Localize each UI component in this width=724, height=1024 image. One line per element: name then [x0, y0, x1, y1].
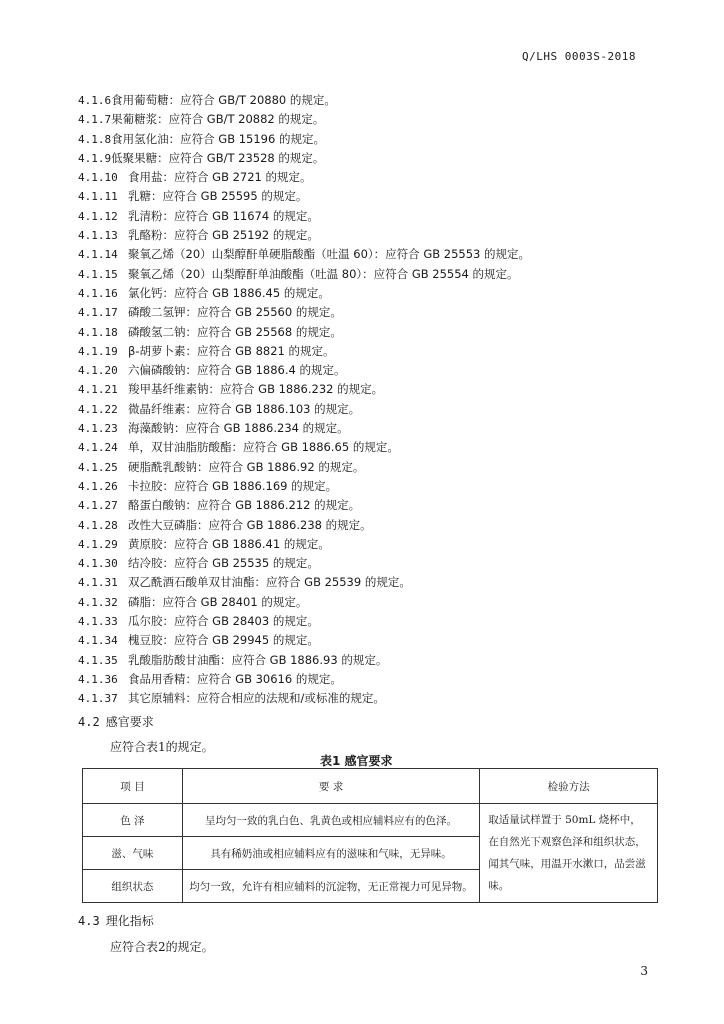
header-requirement: 要 求	[182, 769, 479, 804]
list-item	[78, 361, 678, 380]
list-item	[78, 380, 678, 399]
clause-number: 4.1.29	[78, 537, 118, 551]
list-item	[78, 207, 678, 226]
table-1-caption: 表1 感官要求	[320, 754, 393, 768]
clause-number: 4.1.9	[78, 151, 112, 165]
list-item	[78, 245, 678, 264]
list-item	[78, 226, 678, 245]
clause-text: 微晶纤维素：应符合 GB 1886.103 的规定。	[128, 401, 361, 416]
list-item	[78, 168, 678, 187]
table-row	[83, 804, 658, 837]
page-number: 3	[640, 964, 648, 978]
list-item	[78, 573, 678, 592]
clause-number: 4.1.10	[78, 171, 118, 185]
clause-text: 磷酸氢二钠：应符合 GB 25568 的规定。	[128, 324, 342, 339]
clause-text: 槐豆胶：应符合 GB 29945 的规定。	[128, 633, 319, 648]
row-item: 色 泽	[83, 804, 183, 837]
standard-code: Q/LHS 0003S-2018	[522, 50, 636, 63]
list-item	[78, 651, 678, 670]
clause-text: 聚氧乙烯（20）山梨醇酐单硬脂酸酯（吐温 60）：应符合 GB 25553 的规定。	[128, 247, 531, 262]
clause-number: 4.1.13	[78, 229, 118, 243]
list-item	[78, 303, 678, 322]
inspection-method: 取适量试样置于 50mL 烧杯中，在自然光下观察色泽和组织状态，闻其气味，用温开水漱口，品尝滋味。	[480, 804, 658, 903]
list-item	[78, 496, 678, 515]
sensory-requirements-table	[82, 768, 658, 903]
clause-number: 4.1.32	[78, 595, 118, 609]
clause-text: 其它原辅料：应符合相应的法规和/或标准的规定。	[128, 691, 385, 706]
list-item	[78, 284, 678, 303]
clause-text: 卡拉胶：应符合 GB 1886.169 的规定。	[128, 478, 338, 493]
list-item	[78, 535, 678, 554]
clause-number: 4.1.19	[78, 344, 118, 358]
clause-number: 4.1.23	[78, 422, 118, 436]
section-number: 4.3	[78, 914, 100, 928]
row-requirement: 呈均匀一致的乳白色、乳黄色或相应辅料应有的色泽。	[182, 804, 479, 837]
clause-number: 4.1.12	[78, 209, 118, 223]
clause-text: 食用葡萄糖：应符合 GB/T 20880 的规定。	[111, 93, 336, 107]
clause-number: 4.1.16	[78, 286, 118, 300]
row-requirement: 均匀一致，允许有相应辅料的沉淀物，无正常视力可见异物。	[182, 870, 479, 903]
clause-number: 4.1.7	[78, 113, 112, 127]
clause-number: 4.1.17	[78, 306, 118, 320]
row-requirement: 具有稀奶油或相应辅料应有的滋味和气味，无异味。	[182, 837, 479, 870]
clause-text: 酪蛋白酸钠：应符合 GB 1886.212 的规定。	[128, 498, 361, 513]
clause-number: 4.1.25	[78, 460, 118, 474]
clause-number: 4.1.8	[78, 132, 112, 146]
clause-text: 食用氢化油：应符合 GB 15196 的规定。	[111, 131, 325, 146]
section-4-2-heading	[78, 713, 154, 730]
clause-text: 结冷胶：应符合 GB 25535 的规定。	[128, 556, 319, 571]
header-item: 项 目	[83, 769, 183, 804]
list-item	[78, 631, 678, 650]
clause-text: 乳酸脂肪酸甘油酯：应符合 GB 1886.93 的规定。	[128, 652, 388, 667]
list-item	[78, 91, 678, 110]
list-item	[78, 187, 678, 206]
clause-text: 低聚果糖：应符合 GB/T 23528 的规定。	[111, 150, 325, 165]
list-item	[78, 419, 678, 438]
clause-number: 4.1.35	[78, 653, 118, 667]
list-item	[78, 689, 678, 708]
clause-text: 磷酸二氢钾：应符合 GB 25560 的规定。	[128, 305, 342, 320]
clause-number: 4.1.27	[78, 499, 118, 513]
clause-text: 瓜尔胶：应符合 GB 28403 的规定。	[128, 614, 319, 629]
list-item	[78, 554, 678, 573]
row-item: 组织状态	[83, 870, 183, 903]
raw-material-list	[78, 91, 678, 709]
list-item	[78, 342, 678, 361]
clause-text: β-胡萝卜素：应符合 GB 8821 的规定。	[128, 343, 335, 358]
clause-number: 4.1.28	[78, 518, 118, 532]
clause-number: 4.1.6	[78, 94, 112, 107]
clause-number: 4.1.20	[78, 364, 118, 378]
list-item	[78, 265, 678, 284]
clause-number: 4.1.11	[78, 190, 118, 204]
row-item: 滋、气味	[83, 837, 183, 870]
clause-text: 单，双甘油脂肪酸酯：应符合 GB 1886.65 的规定。	[128, 440, 399, 455]
clause-number: 4.1.37	[78, 692, 118, 706]
clause-number: 4.1.24	[78, 441, 118, 455]
clause-number: 4.1.22	[78, 402, 118, 416]
list-item	[78, 477, 678, 496]
list-item	[78, 593, 678, 612]
clause-text: 硬脂酰乳酸钠：应符合 GB 1886.92 的规定。	[128, 459, 365, 474]
clause-number: 4.1.18	[78, 325, 118, 339]
clause-text: 乳糖：应符合 GB 25595 的规定。	[128, 189, 308, 204]
section-4-3-paragraph: 应符合表2的规定。	[110, 940, 214, 954]
clause-number: 4.1.26	[78, 479, 118, 493]
header-method: 检验方法	[480, 769, 658, 804]
list-item	[78, 323, 678, 342]
clause-text: 乳酪粉：应符合 GB 25192 的规定。	[128, 228, 319, 243]
clause-number: 4.1.21	[78, 383, 118, 397]
clause-text: 乳清粉：应符合 GB 11674 的规定。	[128, 208, 319, 223]
list-item	[78, 612, 678, 631]
list-item	[78, 149, 678, 168]
list-item	[78, 458, 678, 477]
list-item	[78, 438, 678, 457]
clause-text: 六偏磷酸钠：应符合 GB 1886.4 的规定。	[128, 363, 346, 378]
clause-text: 羧甲基纤维素钠：应符合 GB 1886.232 的规定。	[128, 382, 384, 397]
clause-text: 海藻酸钠：应符合 GB 1886.234 的规定。	[128, 421, 349, 436]
clause-number: 4.1.30	[78, 557, 118, 571]
table-header-row	[83, 769, 658, 804]
clause-text: 磷脂：应符合 GB 28401 的规定。	[128, 594, 308, 609]
clause-number: 4.1.14	[78, 248, 118, 262]
section-title: 感官要求	[105, 715, 154, 729]
clause-text: 食用盐：应符合 GB 2721 的规定。	[128, 170, 312, 185]
clause-text: 食品用香精：应符合 GB 30616 的规定。	[128, 671, 342, 686]
clause-text: 聚氧乙烯（20）山梨醇酐单油酸酯（吐温 80）：应符合 GB 25554 的规定。	[128, 266, 519, 281]
clause-number: 4.1.34	[78, 634, 118, 648]
list-item	[78, 516, 678, 535]
clause-text: 双乙酰酒石酸单双甘油酯：应符合 GB 25539 的规定。	[128, 575, 411, 590]
clause-number: 4.1.15	[78, 267, 118, 281]
clause-text: 氯化钙：应符合 GB 1886.45 的规定。	[128, 285, 330, 300]
list-item	[78, 110, 678, 129]
section-number: 4.2	[78, 715, 100, 729]
list-item	[78, 130, 678, 149]
list-item	[78, 400, 678, 419]
section-title: 理化指标	[105, 914, 154, 928]
clause-number: 4.1.33	[78, 615, 118, 629]
section-4-3-heading	[78, 912, 154, 929]
section-4-2-paragraph: 应符合表1的规定。	[110, 740, 214, 754]
clause-number: 4.1.36	[78, 672, 118, 686]
clause-text: 黄原胶：应符合 GB 1886.41 的规定。	[128, 536, 330, 551]
clause-text: 果葡糖浆：应符合 GB/T 20882 的规定。	[111, 112, 325, 127]
clause-text: 改性大豆磷脂：应符合 GB 1886.238 的规定。	[128, 517, 372, 532]
clause-number: 4.1.31	[78, 576, 118, 590]
list-item	[78, 670, 678, 689]
